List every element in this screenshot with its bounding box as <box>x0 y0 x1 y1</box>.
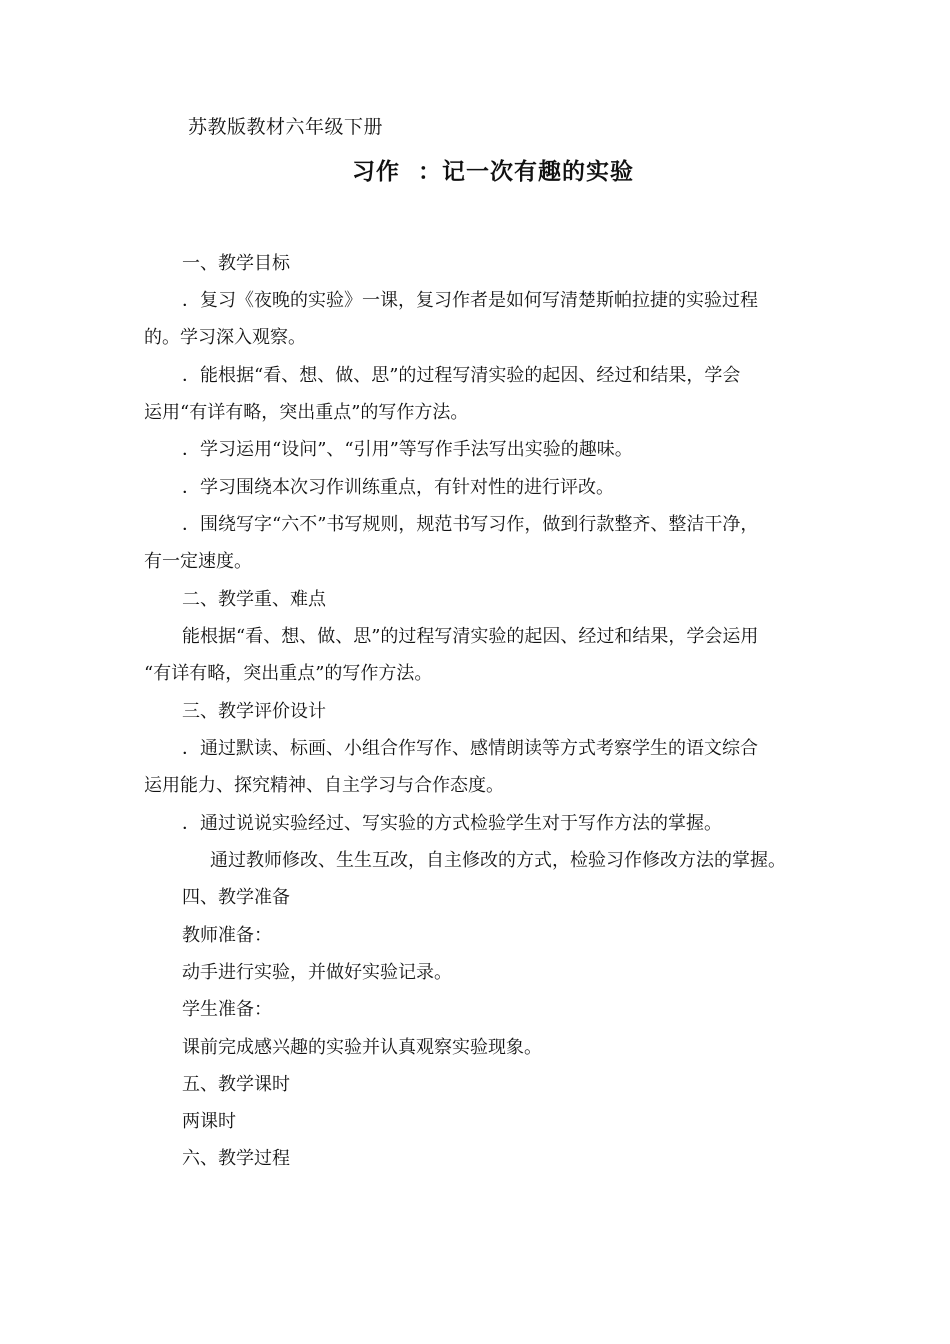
objective-1-line-2: 的。学习深入观察。 <box>144 327 306 348</box>
objective-1-line-1: ．复习《夜晚的实验》一课，复习作者是如何写清楚斯帕拉捷的实验过程 <box>182 290 758 311</box>
key-points-line-2: “有详有略，突出重点”的写作方法。 <box>144 663 433 684</box>
section-heading-evaluation: 三、教学评价设计 <box>182 701 326 722</box>
objective-3: ．学习运用“设问”、“引用”等写作手法写出实验的趣味。 <box>182 439 633 460</box>
evaluation-1-line-2: 运用能力、探究精神、自主学习与合作态度。 <box>144 775 504 796</box>
teacher-preparation-text: 动手进行实验，并做好实验记录。 <box>182 962 452 983</box>
key-points-line-1: 能根据“看、想、做、思”的过程写清实验的起因、经过和结果，学会运用 <box>182 626 759 647</box>
evaluation-1-line-1: ．通过默读、标画、小组合作写作、感情朗读等方式考察学生的语文综合 <box>182 738 758 759</box>
objective-5-line-1: ．围绕写字“六不”书写规则，规范书写习作，做到行款整齐、整洁干净， <box>182 514 759 535</box>
section-heading-key-points: 二、教学重、难点 <box>182 589 326 610</box>
section-heading-class-hours: 五、教学课时 <box>182 1074 290 1095</box>
section-heading-preparation: 四、教学准备 <box>182 887 290 908</box>
document-title: 习作 ：记一次有趣的实验 <box>352 159 635 185</box>
student-preparation-text: 课前完成感兴趣的实验并认真观察实验现象。 <box>182 1037 542 1058</box>
class-hours-text: 两课时 <box>182 1111 236 1132</box>
student-preparation-label: 学生准备： <box>182 999 272 1020</box>
objective-2-line-2: 运用“有详有略，突出重点”的写作方法。 <box>144 402 469 423</box>
document-subtitle: 苏教版教材六年级下册 <box>188 116 384 138</box>
objective-5-line-2: 有一定速度。 <box>144 551 252 572</box>
section-heading-teaching-process: 六、教学过程 <box>182 1148 290 1169</box>
section-heading-objectives: 一、教学目标 <box>182 253 290 274</box>
teacher-preparation-label: 教师准备： <box>182 925 272 946</box>
evaluation-3: 通过教师修改、生生互改，自主修改的方式，检验习作修改方法的掌握。 <box>210 850 786 871</box>
objective-2-line-1: ．能根据“看、想、做、思”的过程写清实验的起因、经过和结果，学会 <box>182 365 741 386</box>
objective-4: ．学习围绕本次习作训练重点，有针对性的进行评改。 <box>182 477 614 498</box>
evaluation-2: ．通过说说实验经过、写实验的方式检验学生对于写作方法的掌握。 <box>182 813 722 834</box>
